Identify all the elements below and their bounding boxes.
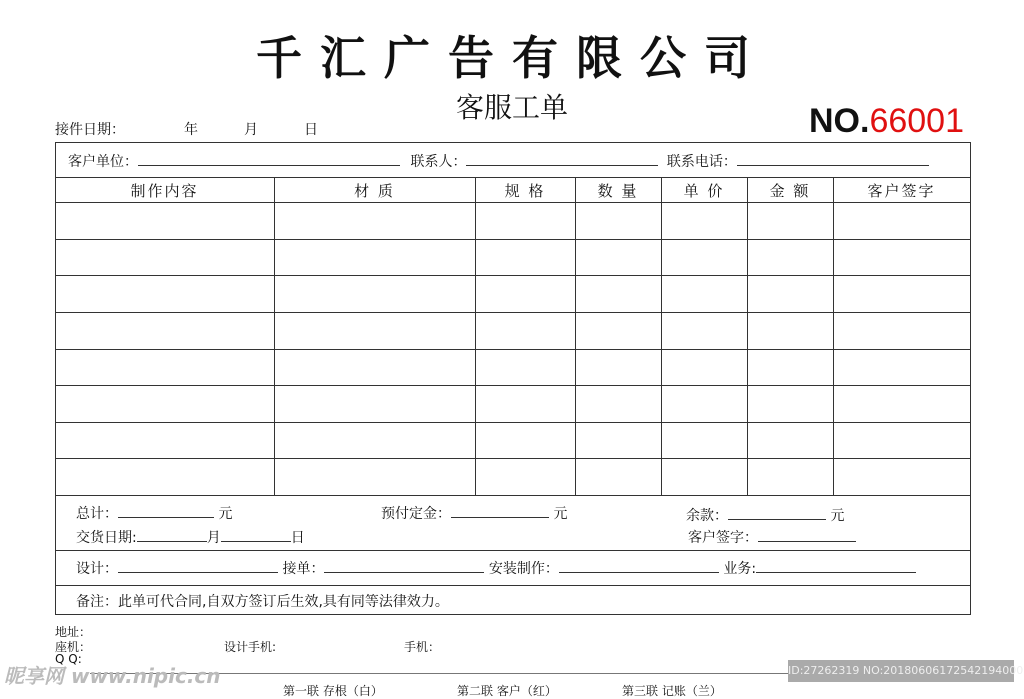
column-header: 规 格: [504, 182, 546, 200]
column-header: 单 价: [683, 182, 725, 200]
customer-row: [68, 151, 929, 171]
delivery-day: 日: [290, 530, 305, 546]
design-phone-label: 设计手机:: [224, 640, 277, 654]
watermark-logo: 昵享网 www.nipic.cn: [4, 664, 221, 688]
order-label: 接单：: [282, 561, 325, 577]
delivery-label: 交货日期:: [76, 530, 137, 546]
total-label: 总计：: [76, 506, 118, 522]
install-field[interactable]: [559, 558, 719, 573]
copy-3: 第三联 记账（兰）: [622, 684, 722, 698]
note: 备注：此单可代合同,自双方签订后生效,具有同等法律效力。: [76, 594, 449, 610]
order-field[interactable]: [324, 558, 484, 573]
landline-label: 座机：: [55, 640, 92, 654]
address-label: 地址：: [55, 625, 92, 639]
date-label: 接件日期：: [55, 122, 125, 138]
date-month: 月: [244, 122, 258, 138]
column-divider: [475, 177, 476, 495]
copy-1: 第一联 存根（白）: [283, 684, 383, 698]
delivery-month-field[interactable]: [137, 527, 207, 542]
business-field[interactable]: [756, 558, 916, 573]
install-label: 安装制作：: [488, 561, 559, 577]
watermark-id: ID:27262319 NO:20180606172542194000: [788, 660, 1014, 682]
design-field[interactable]: [118, 558, 278, 573]
column-divider: [747, 177, 748, 495]
column-header: 材 质: [354, 182, 395, 200]
deposit-yuan: 元: [553, 506, 568, 522]
design-label: 设计：: [76, 561, 118, 577]
phone-field[interactable]: [737, 151, 929, 166]
column-divider: [575, 177, 576, 495]
date-year: 年: [184, 122, 198, 138]
mobile-label: 手机：: [404, 640, 441, 654]
delivery-day-field[interactable]: [221, 527, 291, 542]
contact-field[interactable]: [466, 151, 658, 166]
delivery-month: 月: [206, 530, 221, 546]
balance-yuan: 元: [830, 508, 845, 524]
column-header: 客户签字: [867, 182, 936, 200]
column-divider: [833, 177, 834, 495]
no-value: 66001: [869, 102, 964, 140]
column-header: 数 量: [597, 182, 639, 200]
column-header: 制作内容: [130, 182, 199, 200]
company-name: 千汇广告有限公司: [256, 31, 768, 85]
customer-sign-field[interactable]: [758, 527, 856, 542]
customer-unit-field[interactable]: [138, 151, 400, 166]
total-yuan: 元: [218, 506, 233, 522]
deposit-field[interactable]: [451, 503, 549, 518]
form-title: 客服工单: [455, 91, 568, 124]
column-divider: [274, 177, 275, 495]
phone-label: 联系电话：: [666, 154, 737, 170]
contact-label: 联系人：: [410, 154, 467, 170]
column-header: 金 额: [769, 182, 811, 200]
balance-field[interactable]: [728, 505, 826, 520]
form-number: [809, 102, 964, 141]
copy-2: 第二联 客户（红）: [457, 684, 557, 698]
column-divider: [661, 177, 662, 495]
customer-sign-label: 客户签字：: [688, 530, 758, 546]
no-label: NO.: [809, 102, 870, 140]
business-label: 业务:: [723, 561, 757, 577]
qq-label: Q Q:: [55, 652, 82, 666]
deposit-label: 预付定金：: [381, 506, 451, 522]
customer-unit-label: 客户单位：: [68, 154, 138, 170]
total-field[interactable]: [118, 503, 214, 518]
date-day: 日: [304, 122, 318, 138]
balance-label: 余款：: [686, 508, 728, 524]
